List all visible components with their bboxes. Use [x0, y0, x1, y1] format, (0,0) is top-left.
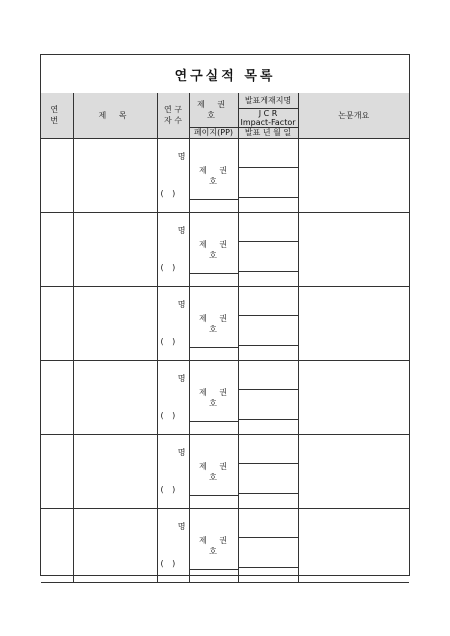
authors-paren: ( ) [160, 336, 179, 346]
serial-cell[interactable] [41, 360, 73, 434]
table-row [41, 360, 409, 434]
journal-cell[interactable] [238, 286, 298, 360]
serial-cell[interactable] [41, 434, 73, 508]
jcr-divider [239, 241, 298, 242]
title-cell[interactable] [73, 434, 157, 508]
title-cell[interactable] [73, 360, 157, 434]
serial-cell[interactable] [41, 212, 73, 286]
table-row [41, 508, 409, 582]
header-title: 제 목 [73, 93, 157, 138]
title-cell[interactable] [73, 286, 157, 360]
volume-label: 제 권 호 [199, 165, 232, 186]
serial-cell[interactable] [41, 138, 73, 212]
authors-paren: ( ) [160, 188, 179, 198]
authors-cell[interactable] [157, 360, 189, 434]
jcr-divider [239, 167, 298, 168]
serial-cell[interactable] [41, 508, 73, 582]
volume-cell[interactable] [189, 138, 238, 212]
jcr-divider [239, 389, 298, 390]
volume-cell[interactable] [189, 508, 238, 582]
abstract-cell[interactable] [298, 434, 409, 508]
pages-divider [190, 347, 238, 348]
abstract-cell[interactable] [298, 286, 409, 360]
pages-divider [190, 199, 238, 200]
research-list-form [40, 54, 410, 576]
abstract-cell[interactable] [298, 212, 409, 286]
jcr-divider [239, 537, 298, 538]
authors-paren: ( ) [160, 410, 179, 420]
journal-cell[interactable] [238, 434, 298, 508]
journal-cell[interactable] [238, 508, 298, 582]
volume-label: 제 권 호 [199, 387, 232, 408]
jcr-divider [239, 315, 298, 316]
pages-divider [190, 569, 238, 570]
research-table [41, 93, 409, 583]
pages-divider [190, 421, 238, 422]
authors-cell[interactable] [157, 434, 189, 508]
title-cell[interactable] [73, 212, 157, 286]
abstract-cell[interactable] [298, 360, 409, 434]
title-cell[interactable] [73, 508, 157, 582]
volume-cell[interactable] [189, 434, 238, 508]
volume-label: 제 권 호 [199, 313, 232, 334]
volume-cell[interactable] [189, 360, 238, 434]
table-row [41, 212, 409, 286]
authors-unit: 명 [177, 447, 186, 457]
authors-cell[interactable] [157, 286, 189, 360]
header-impact-factor: Impact-Factor [240, 117, 296, 127]
date-divider [239, 197, 298, 198]
header-serial: 연 번 [41, 93, 73, 138]
date-divider [239, 567, 298, 568]
header-pages: 페이지(PP) [189, 127, 238, 138]
date-divider [239, 493, 298, 494]
table-row [41, 286, 409, 360]
abstract-cell[interactable] [298, 508, 409, 582]
authors-unit: 명 [177, 373, 186, 383]
header-authors [157, 93, 189, 138]
header-row-1 [41, 93, 409, 108]
authors-unit: 명 [177, 521, 186, 531]
volume-cell[interactable] [189, 286, 238, 360]
table-row [41, 138, 409, 212]
volume-cell[interactable] [189, 212, 238, 286]
volume-label: 제 권 호 [199, 535, 232, 556]
header-pub-date: 발표 년 월 일 [238, 127, 298, 138]
authors-unit: 명 [177, 151, 186, 161]
header-authors-line2: 자 수 [164, 116, 182, 126]
pages-divider [190, 273, 238, 274]
volume-label: 제 권 호 [199, 461, 232, 482]
authors-unit: 명 [177, 225, 186, 235]
date-divider [239, 345, 298, 346]
authors-paren: ( ) [160, 262, 179, 272]
serial-cell[interactable] [41, 286, 73, 360]
header-abstract: 논문개요 [298, 93, 409, 138]
authors-cell[interactable] [157, 212, 189, 286]
jcr-divider [239, 463, 298, 464]
authors-cell[interactable] [157, 508, 189, 582]
journal-cell[interactable] [238, 212, 298, 286]
date-divider [239, 271, 298, 272]
journal-cell[interactable] [238, 138, 298, 212]
authors-paren: ( ) [160, 558, 179, 568]
authors-cell[interactable] [157, 138, 189, 212]
header-journal-name: 발표게재지명 [238, 93, 298, 108]
form-title: 연구실적 목록 [41, 55, 409, 94]
pages-divider [190, 495, 238, 496]
header-jcr-if [238, 108, 298, 127]
abstract-cell[interactable] [298, 138, 409, 212]
volume-label: 제 권 호 [199, 239, 232, 260]
table-row [41, 434, 409, 508]
authors-paren: ( ) [160, 484, 179, 494]
journal-cell[interactable] [238, 360, 298, 434]
header-jcr: J C R [258, 108, 278, 118]
authors-unit: 명 [177, 299, 186, 309]
date-divider [239, 419, 298, 420]
header-volume: 제 권 호 [189, 93, 238, 127]
title-cell[interactable] [73, 138, 157, 212]
header-authors-line1: 연 구 [164, 105, 182, 115]
